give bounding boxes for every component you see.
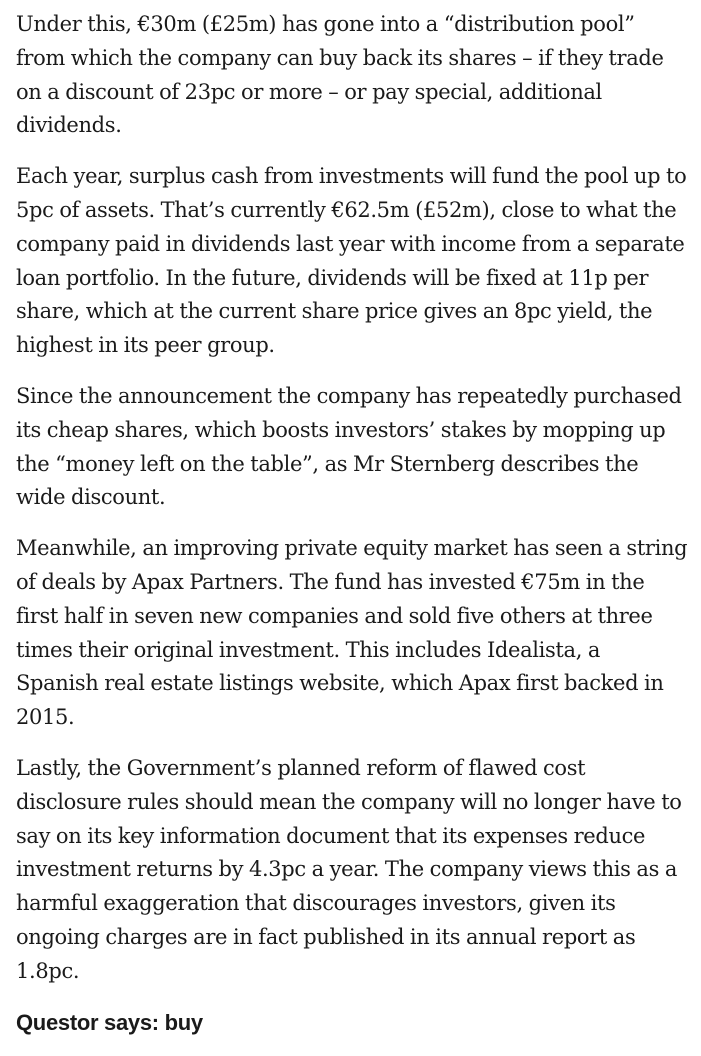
paragraph-share-buybacks: Since the announcement the company has repeatedly purchased its cheap shares, which boosts investors’ stakes by mopping up the “money left on the table”, as Mr Sternberg describes the wide discount. bbox=[16, 383, 682, 510]
questor-verdict: Questor says: buy bbox=[16, 1009, 203, 1035]
paragraph-cost-disclosure: Lastly, the Government’s planned reform of flawed cost disclosure rules should mean the company will no longer have to say on its key information document that its expenses reduce investment returns by 4.3pc a year. The company views this as a harmful exaggeration that discourages investors, given its ongoing charges are in fact published in its annual report as 1.8pc. bbox=[16, 755, 682, 983]
paragraph-surplus-cash: Each year, surplus cash from investments will fund the pool up to 5pc of assets. That’s currently €62.5m (£52m), close to what the company paid in dividends last year with income from a separate loan portfolio. In the future, dividends will be fixed at 11p per share, which at the current share price gives an 8pc yield, the highest in its peer group. bbox=[16, 164, 687, 358]
paragraph-distribution-pool: Under this, €30m (£25m) has gone into a “distribution pool” from which the company can buy back its shares – if they trade on a discount of 23pc or more – or pay special, additional dividends. bbox=[16, 12, 664, 138]
paragraph-apax-deals: Meanwhile, an improving private equity market has seen a string of deals by Apax Partners. The fund has invested €75m in the first half in seven new companies and sold five others at three times their original investment. This includes Idealista, a Spanish real estate listings website, which Apax first backed in 2015. bbox=[16, 536, 688, 730]
article-body bbox=[16, 8, 688, 1039]
